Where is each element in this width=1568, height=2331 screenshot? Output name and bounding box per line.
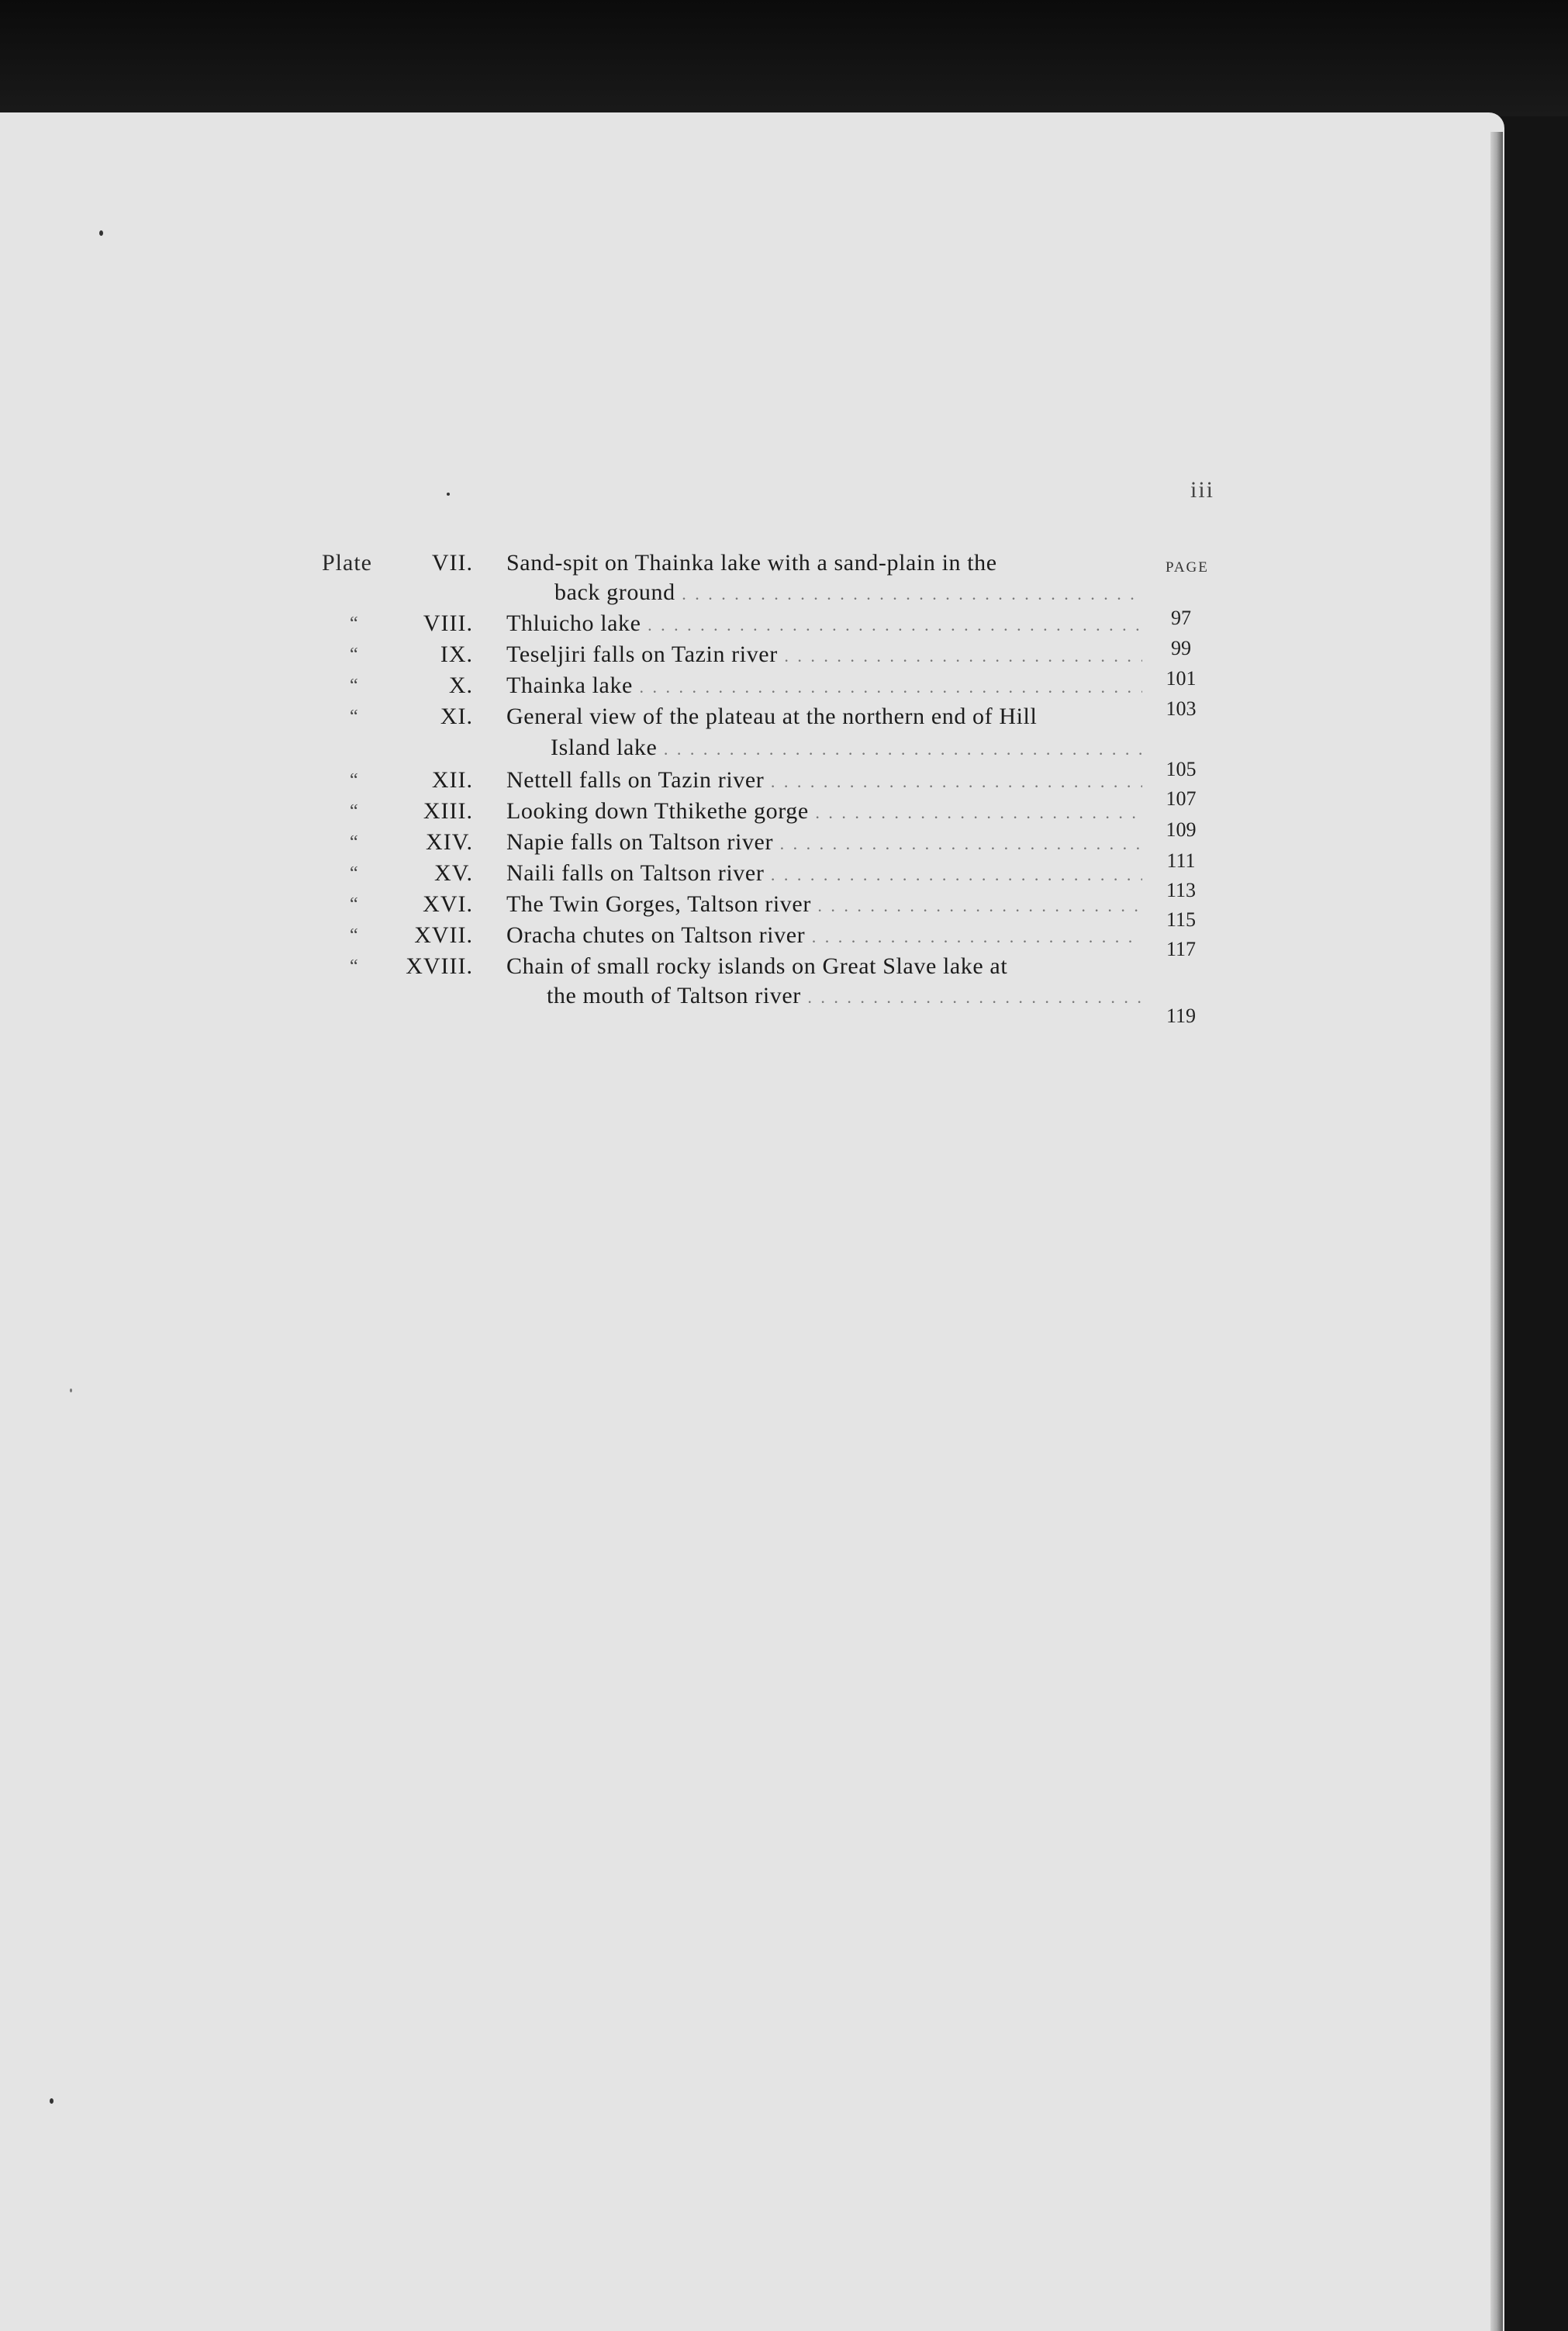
plate-title-continued: the mouth of Taltson river . . .	[547, 981, 1142, 1012]
page-number-entry: 103	[1166, 697, 1197, 720]
plate-title: Napie falls on Taltson river . . .	[506, 828, 1142, 859]
page-number-entry: 97	[1171, 607, 1191, 629]
page-number-entry: 111	[1166, 849, 1196, 872]
plate-title: Teseljiri falls on Tazin river . . .	[506, 640, 1142, 671]
document-page	[0, 112, 1504, 2331]
ditto-mark: “	[350, 863, 358, 884]
plate-number: XII.	[431, 767, 473, 793]
plate-title: Thainka lake . . .	[506, 671, 1142, 702]
plate-title: Sand-spit on Thainka lake with a sand-plain in the	[506, 550, 997, 576]
ditto-mark: “	[350, 707, 358, 727]
ditto-mark: “	[350, 832, 358, 853]
plate-number: X.	[448, 673, 473, 698]
plate-title: General view of the plateau at the northern end of Hill	[506, 704, 1038, 729]
plate-title: Chain of small rocky islands on Great Slave lake at	[506, 953, 1008, 979]
plate-number: XV.	[434, 860, 473, 886]
plate-number: XIV.	[426, 829, 473, 855]
page-number-entry: 109	[1166, 818, 1197, 841]
speck	[70, 1389, 72, 1392]
page-column-header: PAGE	[1166, 559, 1209, 576]
speck	[99, 230, 103, 236]
page-number-entry: 115	[1166, 908, 1197, 931]
plate-number: XVI.	[423, 891, 473, 917]
plate-column-header: Plate	[322, 550, 372, 576]
plate-title-continued: back ground . . .	[554, 578, 1142, 609]
page-number-entry: 105	[1166, 758, 1197, 780]
plate-title-continued: Island lake . . .	[551, 733, 1142, 764]
plate-title: Naili falls on Taltson river . . .	[506, 859, 1142, 890]
page-number-entry: 107	[1166, 787, 1197, 810]
plate-number: XVII.	[414, 922, 473, 948]
page-edge	[1490, 132, 1503, 2331]
plate-number: XVIII.	[406, 953, 473, 979]
page-number: iii	[1190, 477, 1215, 503]
ditto-mark: “	[350, 925, 358, 946]
plate-number: VIII.	[423, 610, 473, 636]
plate-number: XI.	[440, 704, 473, 729]
plate-title: Oracha chutes on Taltson river . . .	[506, 921, 1142, 952]
ditto-mark: “	[350, 614, 358, 634]
speck	[447, 493, 450, 496]
plate-number: XIII.	[423, 798, 473, 824]
plate-title: The Twin Gorges, Taltson river . . .	[506, 890, 1142, 921]
plate-title: Thluicho lake . . .	[506, 609, 1142, 640]
page-number-entry: 101	[1166, 667, 1197, 690]
scan-background	[0, 0, 1568, 116]
plate-title: Looking down Tthikethe gorge . . .	[506, 797, 1142, 828]
page-number-entry: 113	[1166, 879, 1197, 901]
ditto-mark: “	[350, 676, 358, 696]
plate-number: VII.	[431, 550, 473, 576]
plate-number: IX.	[440, 642, 473, 667]
ditto-mark: “	[350, 956, 358, 977]
ditto-mark: “	[350, 770, 358, 790]
page-number-entry: 99	[1171, 637, 1191, 659]
ditto-mark: “	[350, 801, 358, 821]
page-number-entry: 117	[1166, 938, 1197, 960]
plate-title: Nettell falls on Tazin river . . .	[506, 766, 1142, 797]
speck	[50, 2098, 54, 2104]
page-number-entry: 119	[1166, 1005, 1197, 1027]
ditto-mark: “	[350, 894, 358, 915]
ditto-mark: “	[350, 645, 358, 665]
